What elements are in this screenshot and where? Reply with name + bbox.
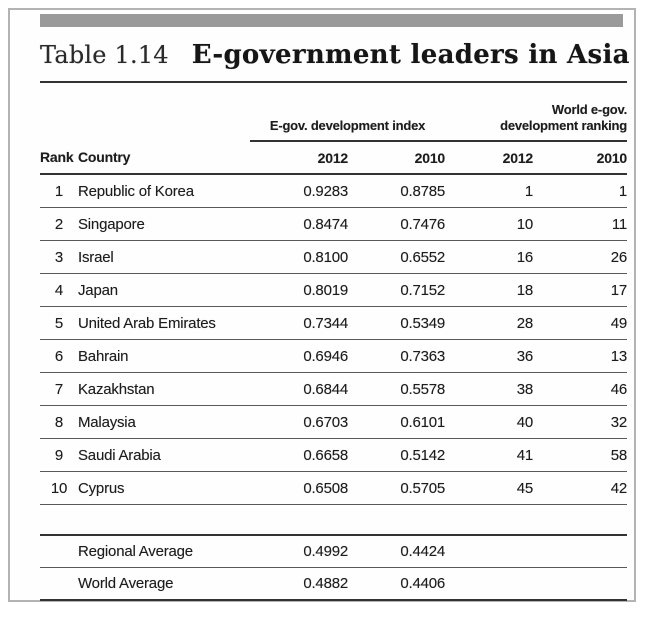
ranking-2012-cell: 1 — [445, 174, 533, 208]
country-cell: Cyprus — [78, 472, 250, 505]
rank-cell: 1 — [40, 174, 78, 208]
col-group-index: E-gov. development index — [250, 83, 445, 141]
col-header-country: Country — [78, 141, 250, 174]
ranking-2012-cell: 40 — [445, 406, 533, 439]
ranking-2010-cell: 49 — [533, 307, 627, 340]
rank-cell: 2 — [40, 208, 78, 241]
summary-index-2010: 0.4424 — [348, 535, 445, 568]
country-cell: Malaysia — [78, 406, 250, 439]
ranking-2012-cell: 41 — [445, 439, 533, 472]
summary-rank-spacer — [40, 535, 78, 568]
index-2012-cell: 0.8019 — [250, 274, 348, 307]
index-2012-cell: 0.8100 — [250, 241, 348, 274]
table-caption: E-government leaders in Asia — [191, 40, 630, 70]
summary-ranking-spacer — [533, 535, 627, 568]
summary-row — [40, 535, 627, 568]
table-row — [40, 373, 627, 406]
summary-label: World Average — [78, 568, 250, 601]
rank-cell: 4 — [40, 274, 78, 307]
summary-ranking-spacer — [445, 535, 533, 568]
table-row — [40, 274, 627, 307]
col-header-ranking-2010: 2010 — [533, 141, 627, 174]
ranking-2010-cell: 11 — [533, 208, 627, 241]
ranking-2010-cell: 26 — [533, 241, 627, 274]
summary-index-2012: 0.4882 — [250, 568, 348, 601]
country-cell: Singapore — [78, 208, 250, 241]
index-2012-cell: 0.6508 — [250, 472, 348, 505]
index-2010-cell: 0.7476 — [348, 208, 445, 241]
index-2012-cell: 0.7344 — [250, 307, 348, 340]
ranking-2010-cell: 1 — [533, 174, 627, 208]
table-row — [40, 174, 627, 208]
ranking-2012-cell: 18 — [445, 274, 533, 307]
country-cell: Japan — [78, 274, 250, 307]
egov-table — [40, 83, 627, 601]
country-cell: Saudi Arabia — [78, 439, 250, 472]
table-row — [40, 241, 627, 274]
col-group-ranking-line2: development ranking — [500, 118, 628, 133]
col-header-ranking-2012: 2012 — [445, 141, 533, 174]
index-2010-cell: 0.6101 — [348, 406, 445, 439]
col-header-index-2012: 2012 — [250, 141, 348, 174]
ranking-2010-cell: 46 — [533, 373, 627, 406]
summary-label: Regional Average — [78, 535, 250, 568]
index-2010-cell: 0.5349 — [348, 307, 445, 340]
rank-cell: 3 — [40, 241, 78, 274]
index-2010-cell: 0.7152 — [348, 274, 445, 307]
table-frame — [8, 8, 636, 602]
index-2012-cell: 0.6658 — [250, 439, 348, 472]
index-2012-cell: 0.6703 — [250, 406, 348, 439]
index-2012-cell: 0.9283 — [250, 174, 348, 208]
ranking-2012-cell: 10 — [445, 208, 533, 241]
group-header-spacer — [40, 83, 250, 141]
rank-cell: 7 — [40, 373, 78, 406]
rank-cell: 8 — [40, 406, 78, 439]
country-cell: Bahrain — [78, 340, 250, 373]
table-row — [40, 439, 627, 472]
col-header-rank: Rank — [40, 141, 78, 174]
rank-cell: 5 — [40, 307, 78, 340]
index-2010-cell: 0.5578 — [348, 373, 445, 406]
index-2010-cell: 0.8785 — [348, 174, 445, 208]
table-title — [40, 40, 630, 73]
ranking-2010-cell: 32 — [533, 406, 627, 439]
ranking-2012-cell: 45 — [445, 472, 533, 505]
country-cell: Kazakhstan — [78, 373, 250, 406]
index-2010-cell: 0.5142 — [348, 439, 445, 472]
col-group-ranking-line1: World e-gov. — [551, 102, 628, 117]
index-2012-cell: 0.8474 — [250, 208, 348, 241]
summary-row — [40, 568, 627, 601]
summary-index-2010: 0.4406 — [348, 568, 445, 601]
table-row — [40, 208, 627, 241]
ranking-2012-cell: 38 — [445, 373, 533, 406]
col-group-ranking — [445, 83, 627, 141]
table-row — [40, 472, 627, 505]
ranking-2012-cell: 16 — [445, 241, 533, 274]
rank-cell: 6 — [40, 340, 78, 373]
rank-cell: 10 — [40, 472, 78, 505]
ranking-2012-cell: 28 — [445, 307, 533, 340]
ranking-2012-cell: 36 — [445, 340, 533, 373]
index-2010-cell: 0.7363 — [348, 340, 445, 373]
group-header-row — [40, 83, 627, 141]
ranking-2010-cell: 42 — [533, 472, 627, 505]
ranking-2010-cell: 17 — [533, 274, 627, 307]
country-cell: Israel — [78, 241, 250, 274]
spacer-cell — [40, 505, 627, 536]
header-bar — [40, 14, 623, 27]
ranking-2010-cell: 13 — [533, 340, 627, 373]
summary-index-2012: 0.4992 — [250, 535, 348, 568]
index-2010-cell: 0.5705 — [348, 472, 445, 505]
summary-ranking-spacer — [445, 568, 533, 601]
spacer-row — [40, 505, 627, 536]
country-cell: United Arab Emirates — [78, 307, 250, 340]
country-cell: Republic of Korea — [78, 174, 250, 208]
index-2010-cell: 0.6552 — [348, 241, 445, 274]
table-number: Table 1.14 — [40, 41, 169, 69]
ranking-2010-cell: 58 — [533, 439, 627, 472]
column-header-row — [40, 141, 627, 174]
summary-ranking-spacer — [533, 568, 627, 601]
table-row — [40, 406, 627, 439]
index-2012-cell: 0.6946 — [250, 340, 348, 373]
table-row — [40, 307, 627, 340]
col-header-index-2010: 2010 — [348, 141, 445, 174]
summary-rank-spacer — [40, 568, 78, 601]
table-row — [40, 340, 627, 373]
rank-cell: 9 — [40, 439, 78, 472]
index-2012-cell: 0.6844 — [250, 373, 348, 406]
